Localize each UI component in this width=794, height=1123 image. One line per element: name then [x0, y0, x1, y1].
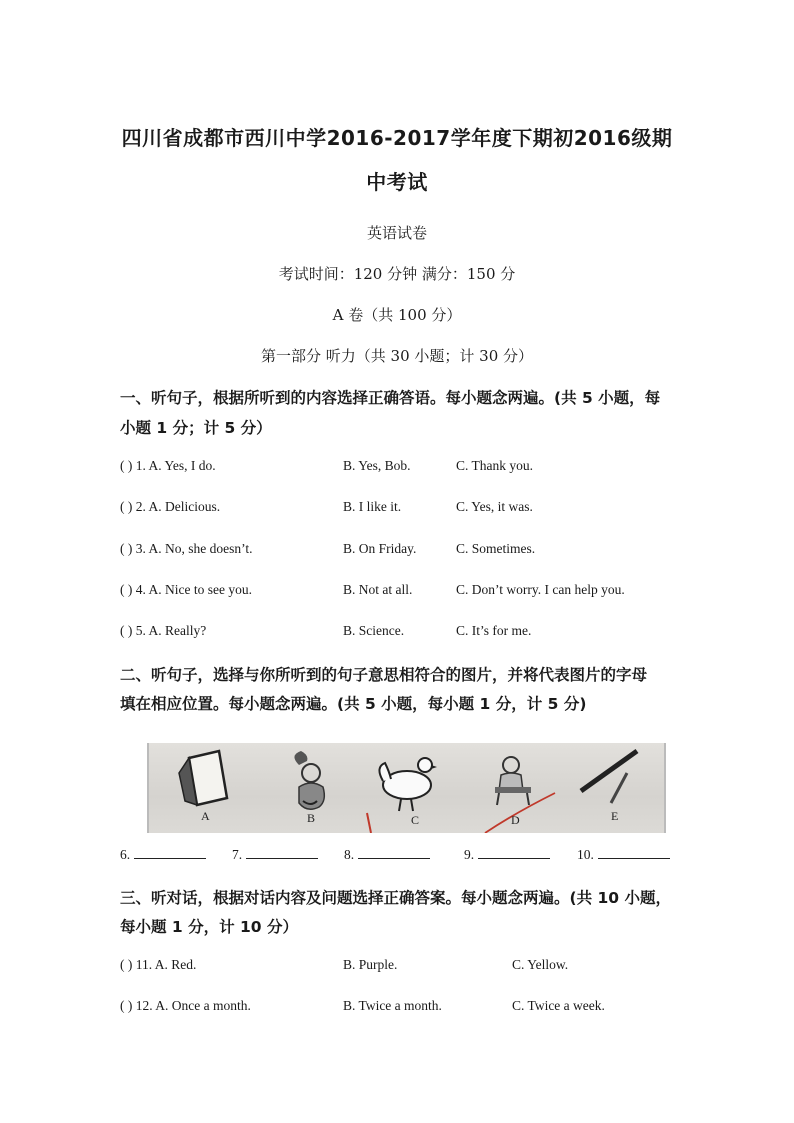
picture-label-d: D — [511, 813, 520, 827]
question-1-a: ( ) 1. A. Yes, I do. — [120, 458, 216, 473]
question-3-b: B. On Friday. — [343, 541, 417, 556]
question-2-b: B. I like it. — [343, 499, 402, 514]
question-12-b: B. Twice a month. — [343, 998, 442, 1013]
question-5-a: ( ) 5. A. Really? — [120, 623, 207, 638]
section2-heading-line2: 填在相应位置。每小题念两遍。(共 5 小题，每小题 1 分，计 5 分) — [120, 695, 587, 713]
question-3-c: C. Sometimes. — [456, 541, 536, 556]
picture-label-e: E — [611, 809, 619, 823]
section3-heading-line2: 每小题 1 分，计 10 分） — [120, 918, 298, 936]
question-4-c: C. Don’t worry. I can help you. — [456, 582, 625, 597]
question-5-b: B. Science. — [343, 623, 405, 638]
picture-label-b: B — [307, 811, 316, 825]
picture-label-c: C — [411, 813, 420, 827]
question-12-c: C. Twice a week. — [512, 998, 605, 1013]
part1-heading: 第一部分 听力（共 30 小题；计 30 分） — [260, 347, 534, 365]
blank-9-label: 9. — [464, 847, 475, 862]
picture-c-hen-icon — [379, 758, 437, 811]
question-11-c: C. Yellow. — [512, 957, 569, 972]
picture-a-book-icon — [179, 751, 227, 805]
picture-strip — [147, 743, 666, 833]
blank-10-label: 10. — [577, 847, 594, 862]
blank-7[interactable] — [232, 846, 318, 863]
page-title-line2: 中考试 — [366, 170, 428, 194]
picture-d-boy-icon — [495, 757, 531, 805]
section1-heading-line2: 小题 1 分；计 5 分） — [120, 419, 272, 437]
section3-heading-line1: 三、听对话，根据对话内容及问题选择正确答案。每小题念两遍。(共 10 小题， — [120, 889, 671, 907]
blank-6[interactable] — [120, 846, 206, 863]
picture-e-pen-icon — [581, 751, 637, 803]
question-12-a: ( ) 12. A. Once a month. — [120, 998, 251, 1013]
question-2-c: C. Yes, it was. — [456, 499, 533, 514]
blank-7-label: 7. — [232, 847, 243, 862]
question-4-b: B. Not at all. — [343, 582, 413, 597]
page-title-line1: 四川省成都市西川中学2016-2017学年度下期初2016级期 — [121, 126, 673, 150]
paper-a-label: A 卷（共 100 分） — [332, 306, 462, 324]
section2-heading-line1: 二、听句子，选择与你所听到的句子意思相符合的图片，并将代表图片的字母 — [120, 666, 648, 684]
blank-8-label: 8. — [344, 847, 355, 862]
subject-label: 英语试卷 — [366, 224, 427, 242]
question-3-a: ( ) 3. A. No, she doesn’t. — [120, 541, 253, 556]
time-score-info: 考试时间：120 分钟 满分：150 分 — [278, 265, 516, 283]
question-1-c: C. Thank you. — [456, 458, 533, 473]
question-1-b: B. Yes, Bob. — [343, 458, 411, 473]
picture-b-girl-icon — [294, 751, 324, 809]
question-11-b: B. Purple. — [343, 957, 398, 972]
picture-label-a: A — [201, 809, 210, 823]
question-11-a: ( ) 11. A. Red. — [120, 957, 197, 972]
question-2-a: ( ) 2. A. Delicious. — [120, 499, 221, 514]
section1-heading-line1: 一、听句子，根据所听到的内容选择正确答语。每小题念两遍。(共 5 小题，每 — [120, 389, 661, 407]
blank-10[interactable] — [577, 846, 670, 863]
blank-6-label: 6. — [120, 847, 131, 862]
blank-8[interactable] — [344, 846, 430, 863]
question-4-a: ( ) 4. A. Nice to see you. — [120, 582, 252, 597]
question-5-c: C. It’s for me. — [456, 623, 532, 638]
blank-9[interactable] — [464, 846, 550, 863]
